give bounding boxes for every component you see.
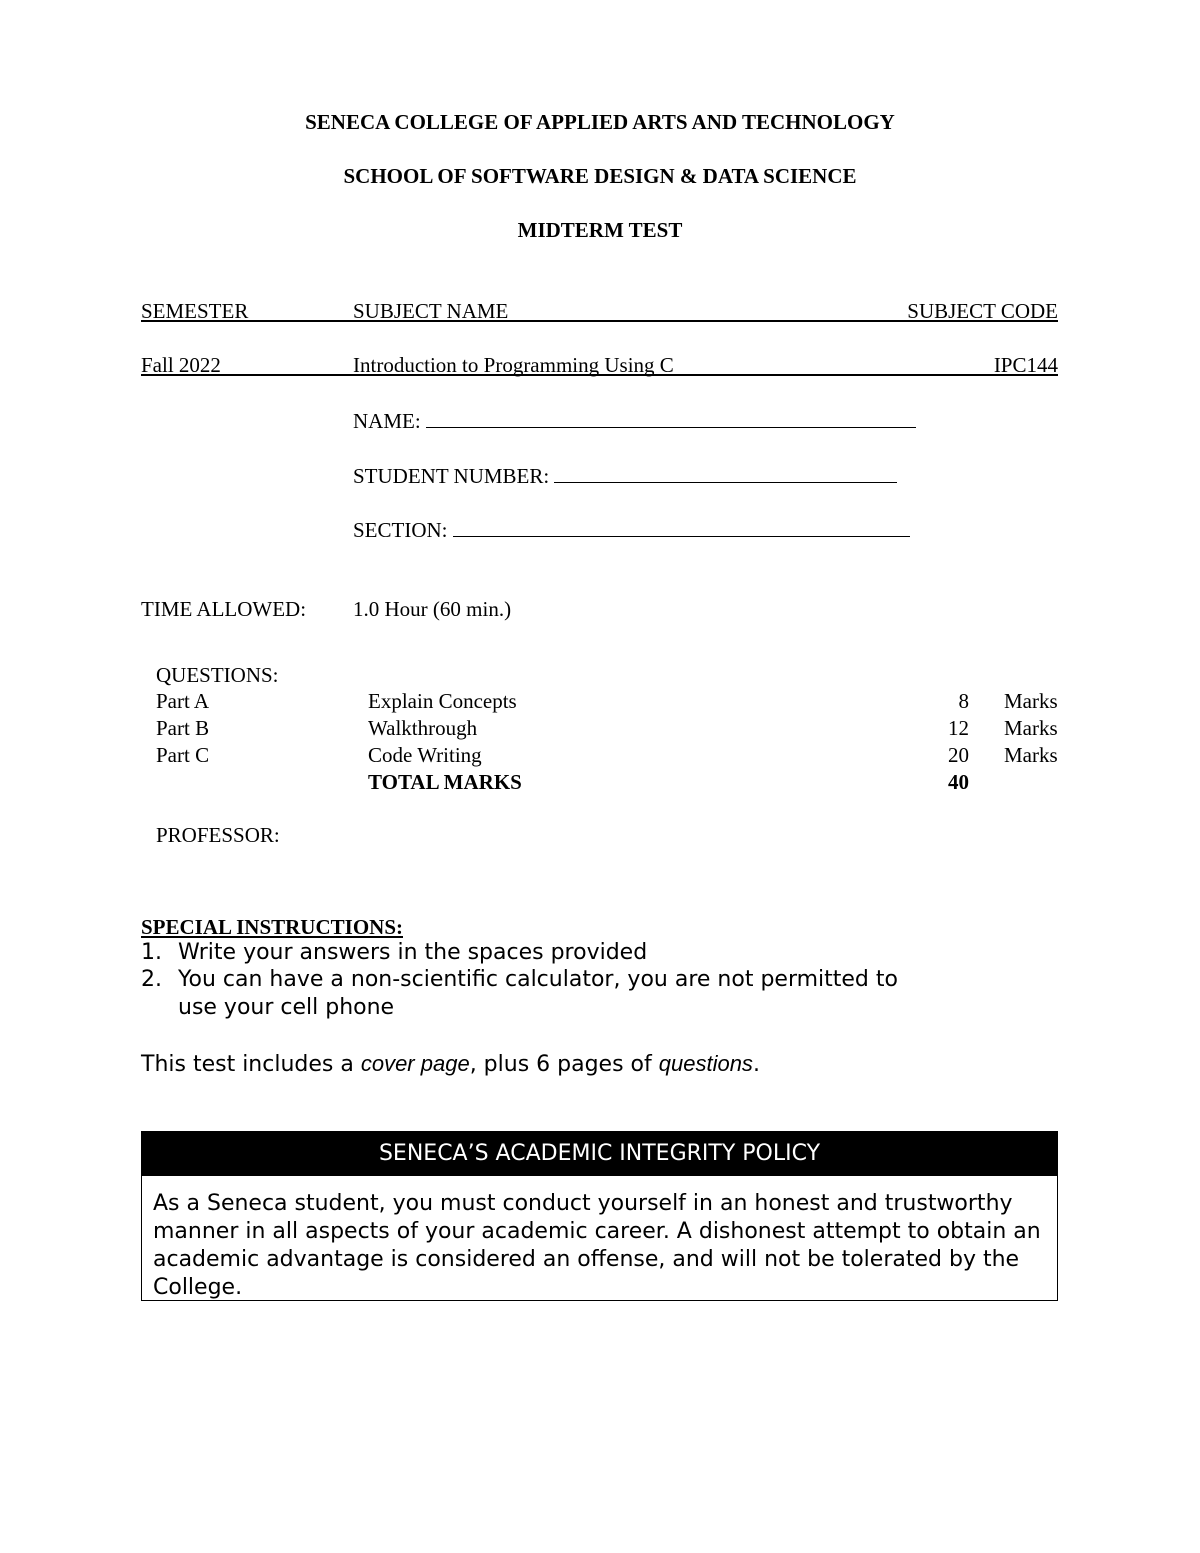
college-title: SENECA COLLEGE OF APPLIED ARTS AND TECHNOLOGY <box>305 110 895 134</box>
page-count-note <box>141 1051 760 1077</box>
name-blank[interactable] <box>426 407 916 428</box>
part-b-marks: 12 <box>948 716 969 740</box>
row-divider <box>141 374 1058 376</box>
academic-integrity-policy-box <box>141 1131 1058 1301</box>
instruction-2-number: 2. <box>141 967 162 992</box>
subject-name-header: SUBJECT NAME <box>353 299 509 323</box>
page-note-middle: , plus 6 pages of <box>469 1052 659 1077</box>
section-label: SECTION: <box>353 518 448 542</box>
name-field[interactable] <box>353 407 916 434</box>
school-title: SCHOOL OF SOFTWARE DESIGN & DATA SCIENCE <box>343 164 857 188</box>
policy-title: SENECA’S ACADEMIC INTEGRITY POLICY <box>142 1132 1057 1176</box>
instruction-2-text: You can have a non-scientific calculator, you are not permitted to <box>178 967 898 992</box>
test-type-title: MIDTERM TEST <box>517 218 683 242</box>
semester-header: SEMESTER <box>141 299 249 323</box>
policy-body: As a Seneca student, you must conduct yourself in an honest and trustworthy manner in all aspects of your academic career. A dishonest attempt to obtain an academic advantage is considered an offense, and will not be tolerated by the College. <box>153 1191 1041 1300</box>
part-b-description: Walkthrough <box>368 716 478 740</box>
instruction-1-text: Write your answers in the spaces provided <box>178 940 648 965</box>
part-b-unit: Marks <box>1004 716 1058 740</box>
instruction-1-number: 1. <box>141 940 162 965</box>
part-c-description: Code Writing <box>368 743 482 767</box>
semester-value: Fall 2022 <box>141 353 221 377</box>
special-instructions-heading: SPECIAL INSTRUCTIONS: <box>141 915 403 939</box>
page-note-suffix: . <box>752 1052 760 1077</box>
header-divider <box>141 320 1058 322</box>
name-label: NAME: <box>353 409 421 433</box>
part-a-unit: Marks <box>1004 689 1058 713</box>
time-allowed-value: 1.0 Hour (60 min.) <box>353 597 512 621</box>
part-c-unit: Marks <box>1004 743 1058 767</box>
subject-code-header: SUBJECT CODE <box>907 299 1058 323</box>
total-marks-value: 40 <box>948 770 969 794</box>
part-a-marks: 8 <box>958 689 969 713</box>
student-number-field[interactable] <box>353 462 897 489</box>
section-blank[interactable] <box>453 516 910 537</box>
subject-code-value: IPC144 <box>993 353 1058 377</box>
page-note-prefix: This test includes a <box>141 1052 361 1077</box>
part-a-label: Part A <box>156 689 210 713</box>
professor-label: PROFESSOR: <box>156 823 280 847</box>
part-b-label: Part B <box>156 716 210 740</box>
student-number-blank[interactable] <box>554 462 897 483</box>
total-marks-label: TOTAL MARKS <box>368 770 522 794</box>
section-field[interactable] <box>353 516 910 543</box>
page-note-cover: cover page <box>360 1051 470 1076</box>
part-a-description: Explain Concepts <box>368 689 517 713</box>
student-number-label: STUDENT NUMBER: <box>353 464 550 488</box>
part-c-marks: 20 <box>948 743 969 767</box>
time-allowed-label: TIME ALLOWED: <box>141 597 307 621</box>
instruction-2-text-continued: use your cell phone <box>178 995 395 1020</box>
subject-name-value: Introduction to Programming Using C <box>353 353 674 377</box>
questions-label: QUESTIONS: <box>156 663 279 687</box>
part-c-label: Part C <box>156 743 210 767</box>
page-note-questions: questions <box>658 1051 753 1076</box>
